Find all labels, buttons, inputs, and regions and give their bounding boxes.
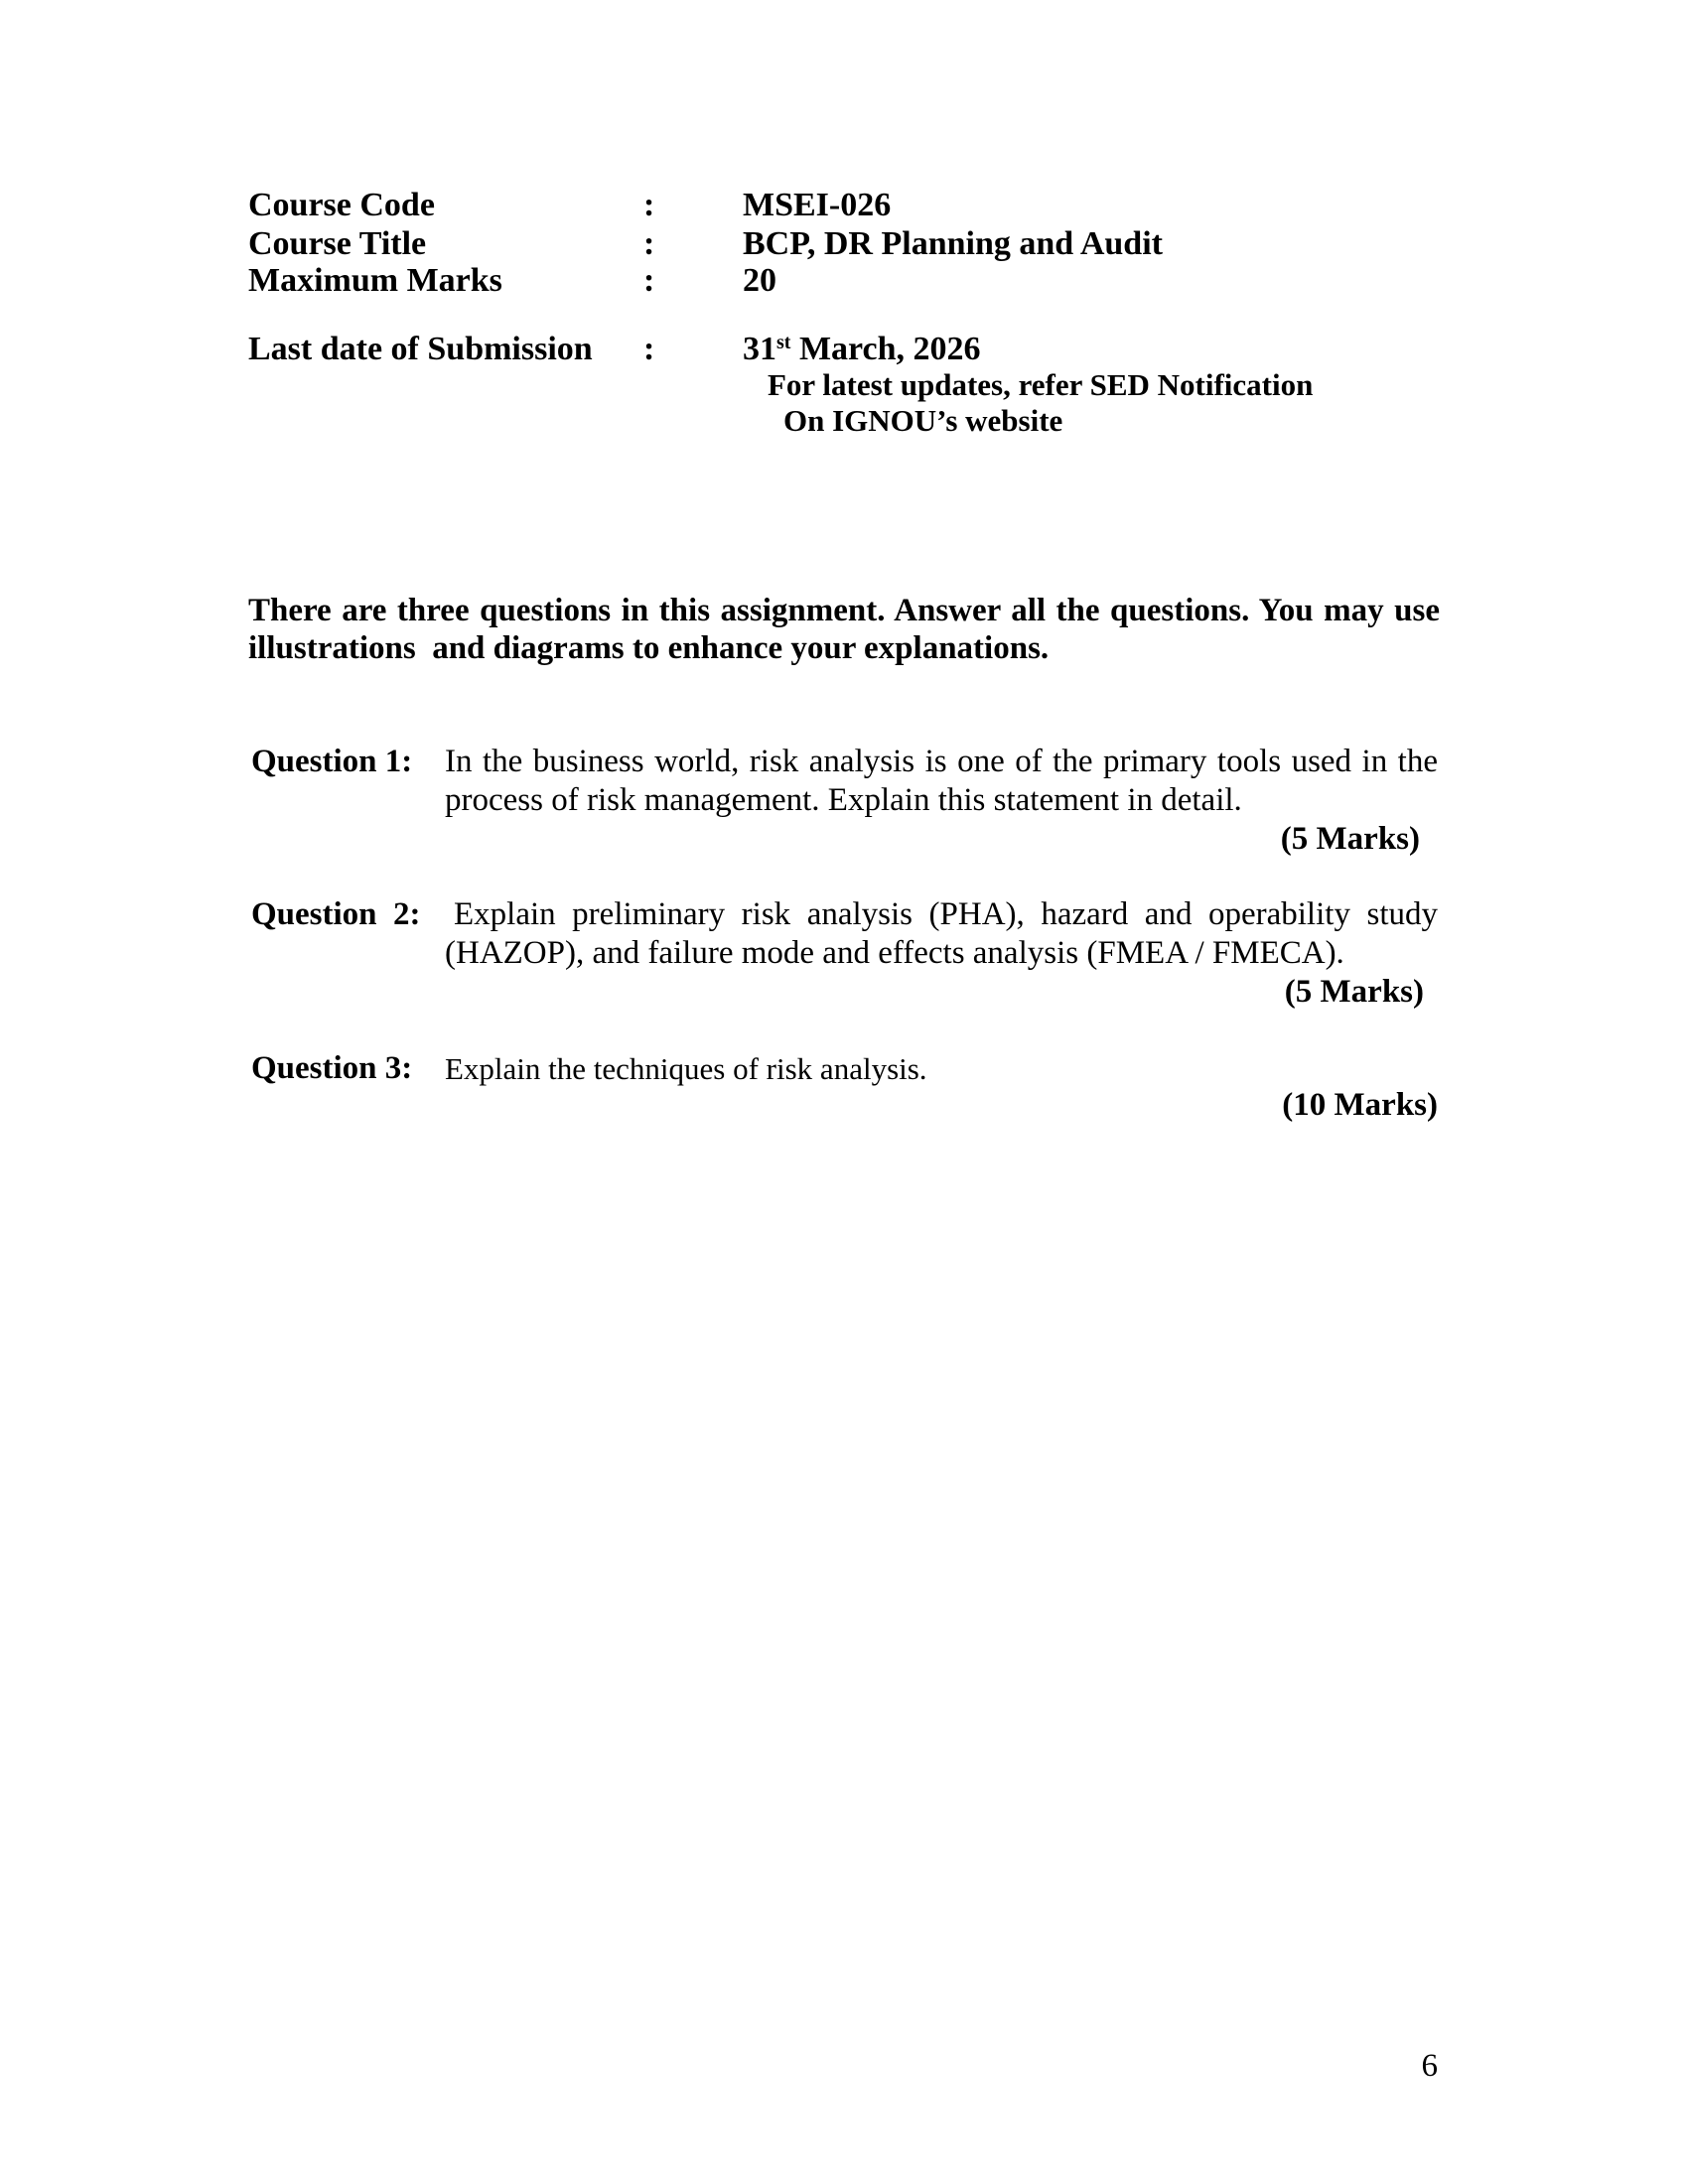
- instructions-line2: illustrations and diagrams to enhance your explanations.: [248, 630, 1050, 666]
- instructions: [248, 592, 1440, 667]
- submission-note-line2: On IGNOU’s website: [783, 403, 1063, 438]
- instructions-line1: There are three questions in this assignment. Answer all the questions. You may use: [248, 593, 1440, 628]
- course-code-colon: :: [643, 187, 655, 223]
- course-code-label: Course Code: [248, 187, 435, 223]
- submission-colon: :: [643, 331, 655, 367]
- course-title-colon: :: [643, 225, 655, 262]
- submission-date-day: 31: [743, 331, 776, 367]
- question-1-marks: (5 Marks): [1280, 821, 1420, 857]
- question-2-line1: Explain preliminary risk analysis (PHA), hazard and operability study: [454, 896, 1438, 932]
- question-1-line1: In the business world, risk analysis is one of the primary tools used in the: [445, 744, 1438, 779]
- submission-date: [743, 331, 981, 368]
- question-1-line2: process of risk management. Explain this statement in detail.: [445, 782, 1242, 818]
- question-3-marks: (10 Marks): [1282, 1087, 1438, 1123]
- course-title-label: Course Title: [248, 225, 427, 262]
- question-3-label: Question 3:: [251, 1050, 413, 1086]
- question-2-label: Question 2:: [251, 896, 421, 932]
- submission-date-rest: March, 2026: [790, 331, 981, 367]
- question-3-line1: Explain the techniques of risk analysis.: [445, 1051, 927, 1086]
- course-title-value: BCP, DR Planning and Audit: [743, 225, 1163, 262]
- question-2-line2: (HAZOP), and failure mode and effects analysis (FMEA / FMECA).: [445, 935, 1344, 971]
- max-marks-value: 20: [743, 262, 776, 299]
- submission-label: Last date of Submission: [248, 331, 593, 367]
- submission-note-line1: For latest updates, refer SED Notification: [768, 367, 1314, 402]
- submission-date-suffix: st: [776, 332, 791, 353]
- max-marks-label: Maximum Marks: [248, 262, 502, 299]
- course-code-value: MSEI-026: [743, 187, 892, 223]
- question-2-marks: (5 Marks): [1284, 974, 1424, 1010]
- page-number: 6: [1421, 2048, 1438, 2084]
- max-marks-colon: :: [643, 262, 655, 299]
- question-1-label: Question 1:: [251, 744, 413, 779]
